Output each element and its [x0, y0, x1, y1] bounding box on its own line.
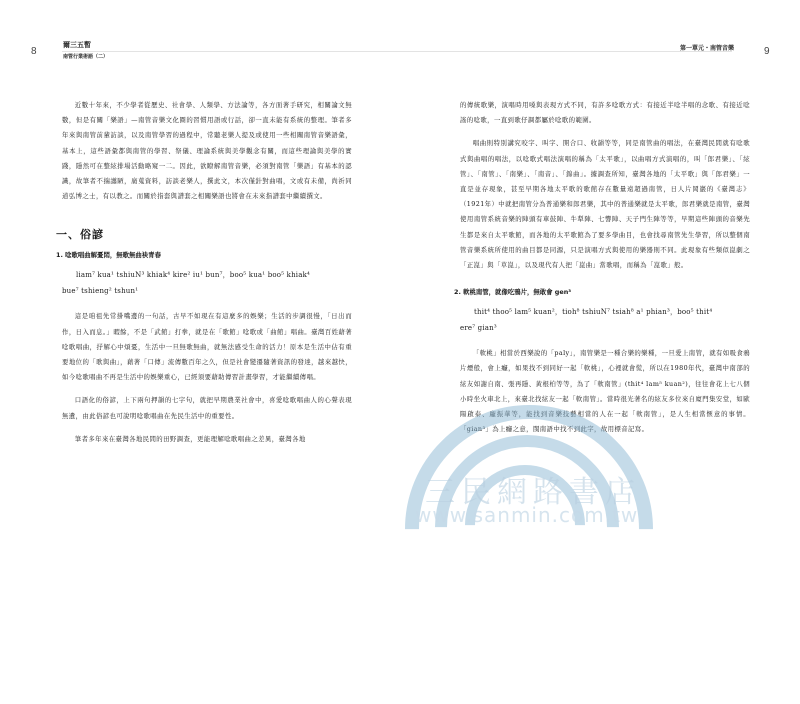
page-number-left: 8 [31, 46, 37, 57]
watermark-url: www.sanmin.com.tw [415, 503, 639, 527]
section-heading: 一、俗諺 [56, 228, 104, 242]
left-page-body [56, 98, 352, 455]
romanization-line: thit⁴ thoo⁵ lam⁵ kuan²，tioh⁸ tshiuN⁷ tsiah⁸ a¹ phian³，boo⁵ thit⁴ [474, 308, 713, 317]
running-header-title: 第一單元・南管音樂 [680, 45, 735, 52]
body-paragraph: 筆者多年來在臺灣各地民間的田野調查，更能理解唸歌唱曲之差異，臺灣各地 [74, 434, 306, 443]
left-page [0, 0, 400, 547]
right-page [400, 0, 800, 547]
body-paragraph: 口語化的俗諺，上下兩句押韻的七字句，就把早期農業社會中，喜愛唸歌唱曲人的心聲表現無遺，由此俗諺也可說明唸歌唱曲在先民生活中的重要性。 [62, 396, 352, 420]
header-rule [62, 51, 400, 52]
body-paragraph: 唱曲則特別講究咬字、叫字、開合口、收韻等等，同是南管曲的唱法，在臺灣民間就有唸歌式與曲唱的唱法，以唸歌式唱法演唱的稱為「太平歌」，以曲唱方式演唱的，叫「郎君樂」、「絃管」、「南管」、「南樂」、「南音」、「錦曲」。據調查所知，臺灣各地的「太平歌」與「郎君樂」一直是並存現象，甚至早期各地太平歌的歌館存在數量遠超過南管，日人片岡巖的《臺灣志》（1921年）中就把南管分為普通樂和郎君樂，其中的普通樂就是太平歌，郎君樂就是南管，臺灣使用南管系統音樂的陣頭有車鼓陣、牛犁陣、七響陣、天子門生陣等等，早期這些陣頭的音樂先生都是來自太平歌館，而各地的太平歌館為了要多學曲目，也會找尋南管先生學習，所以整個南管音樂系統所使用的曲目都是同源，只是演唱方式與使用的樂器則不同。此現象有些類似崑劇之「正崑」與「草崑」，以及現代有人把「崑曲」當歌唱，而稱為「崑歌」般。 [460, 139, 750, 270]
body-paragraph: 這是咱祖先常掛嘴邊的一句話，古早不如現在有這麼多的娛樂；生活的步調很慢，「日出而作，日入而息。」暇餘，不是「武館」打拳，就是在「歌館」唸歌或「曲館」唱曲。臺灣百姓藉著唸歌唱曲，抒解心中煩憂，生活中一旦無歌無曲，就無法感受生命的活力！原本是生活中佔有重要地位的「歌與曲」，藉著「口傳」流傳數百年之久，但是社會變遷隨著資訊的發達，越來越快，如今唸歌唱曲不再是生活中的娛樂重心，已經須要藉助傳習計畫學習，才能繼續傳唱。 [62, 312, 352, 382]
subsection-title-2: 2. 軟桃南管，就像吃鴉片，無敢會 gen³ [454, 288, 572, 297]
body-paragraph: 的傳統歌樂，演唱時用嗓與表現方式不同，有許多唸歌方式：有接近半唸半唱的念歌、有接近唸謠的唸歌，一直到歌仔調都屬於唸歌的範圍。 [460, 101, 750, 125]
watermark-text: 三民網路書店 [425, 475, 641, 510]
subsection-title-1: 1. 唸歌唱曲解憂悶，無歌無曲袂青春 [56, 251, 161, 260]
page-number-right: 9 [764, 46, 770, 57]
body-paragraph: 「軟桃」相當於西樂說的「paly」，南管樂是一種合樂的樂種，一旦愛上南管，就有如吸食鴉片煙般，會上癮，如果找不到同好一起「軟桃」，心裡就會慌，所以在1980年代，臺灣中南部的絃友如謝自南、張再隱、黃根柏等等，為了「軟南管」(thit⁴ lam⁵ kuan²)，往往會花上七八個小時坐火車北上，來臺北找絃友一起「軟南管」。當時很光著名的絃友多位來自廈門集安堂，如歐陽啟泰、龐振華等，能找到音樂技藝相當的人在一起「軟南管」，是人生相當愜意的事情。「gian³」為上癮之意，閩南語中找不到此字，故用標音記寫。 [460, 349, 750, 434]
romanization-line: bue⁷ tshieng² tshun¹ [62, 287, 139, 296]
right-page-body [454, 98, 750, 445]
romanization-line: liam⁷ kua¹ tshiuN³ khiak⁴ kire² iu¹ bun⁷，boo⁵ kua¹ boo⁵ khiak⁴ [76, 271, 311, 280]
romanization-line: ere⁷ gian³ [460, 324, 497, 333]
intro-paragraph: 近數十年來，不少學者從歷史、社會學、人類學、方法論等，各方面著手研究，相關論文無數，但是有關「樂語」—南管音樂文化圈的習慣用語或行話，卻一直未能有系統的整理。筆者多年來與南管前輩訪談，以及南管學習的過程中，常聽老樂人提及或使用一些相關南管音樂語彙，基本上，這些語彙都與南管的學習、祭儀、理論系統與美學觀念有關，而這些理論與美學的實踐，隱然可在整絃排場活動略窺一二。因此，欲瞭解南管音樂，必須對南管「樂語」有基本的認識，故筆者不揣譾陋，廣蒐資料，訪談老樂人，撰此文，本次僅針對曲唱，文或有未備，尚祈同道弘博之士，有以教之。而關於指套與譜套之相關樂語也將會在未來指譜套中繼續撰文。 [62, 101, 352, 201]
running-header-subtitle: 南管行業術語（二） [63, 54, 109, 60]
running-header-title: 爾三五暫 [63, 41, 91, 49]
